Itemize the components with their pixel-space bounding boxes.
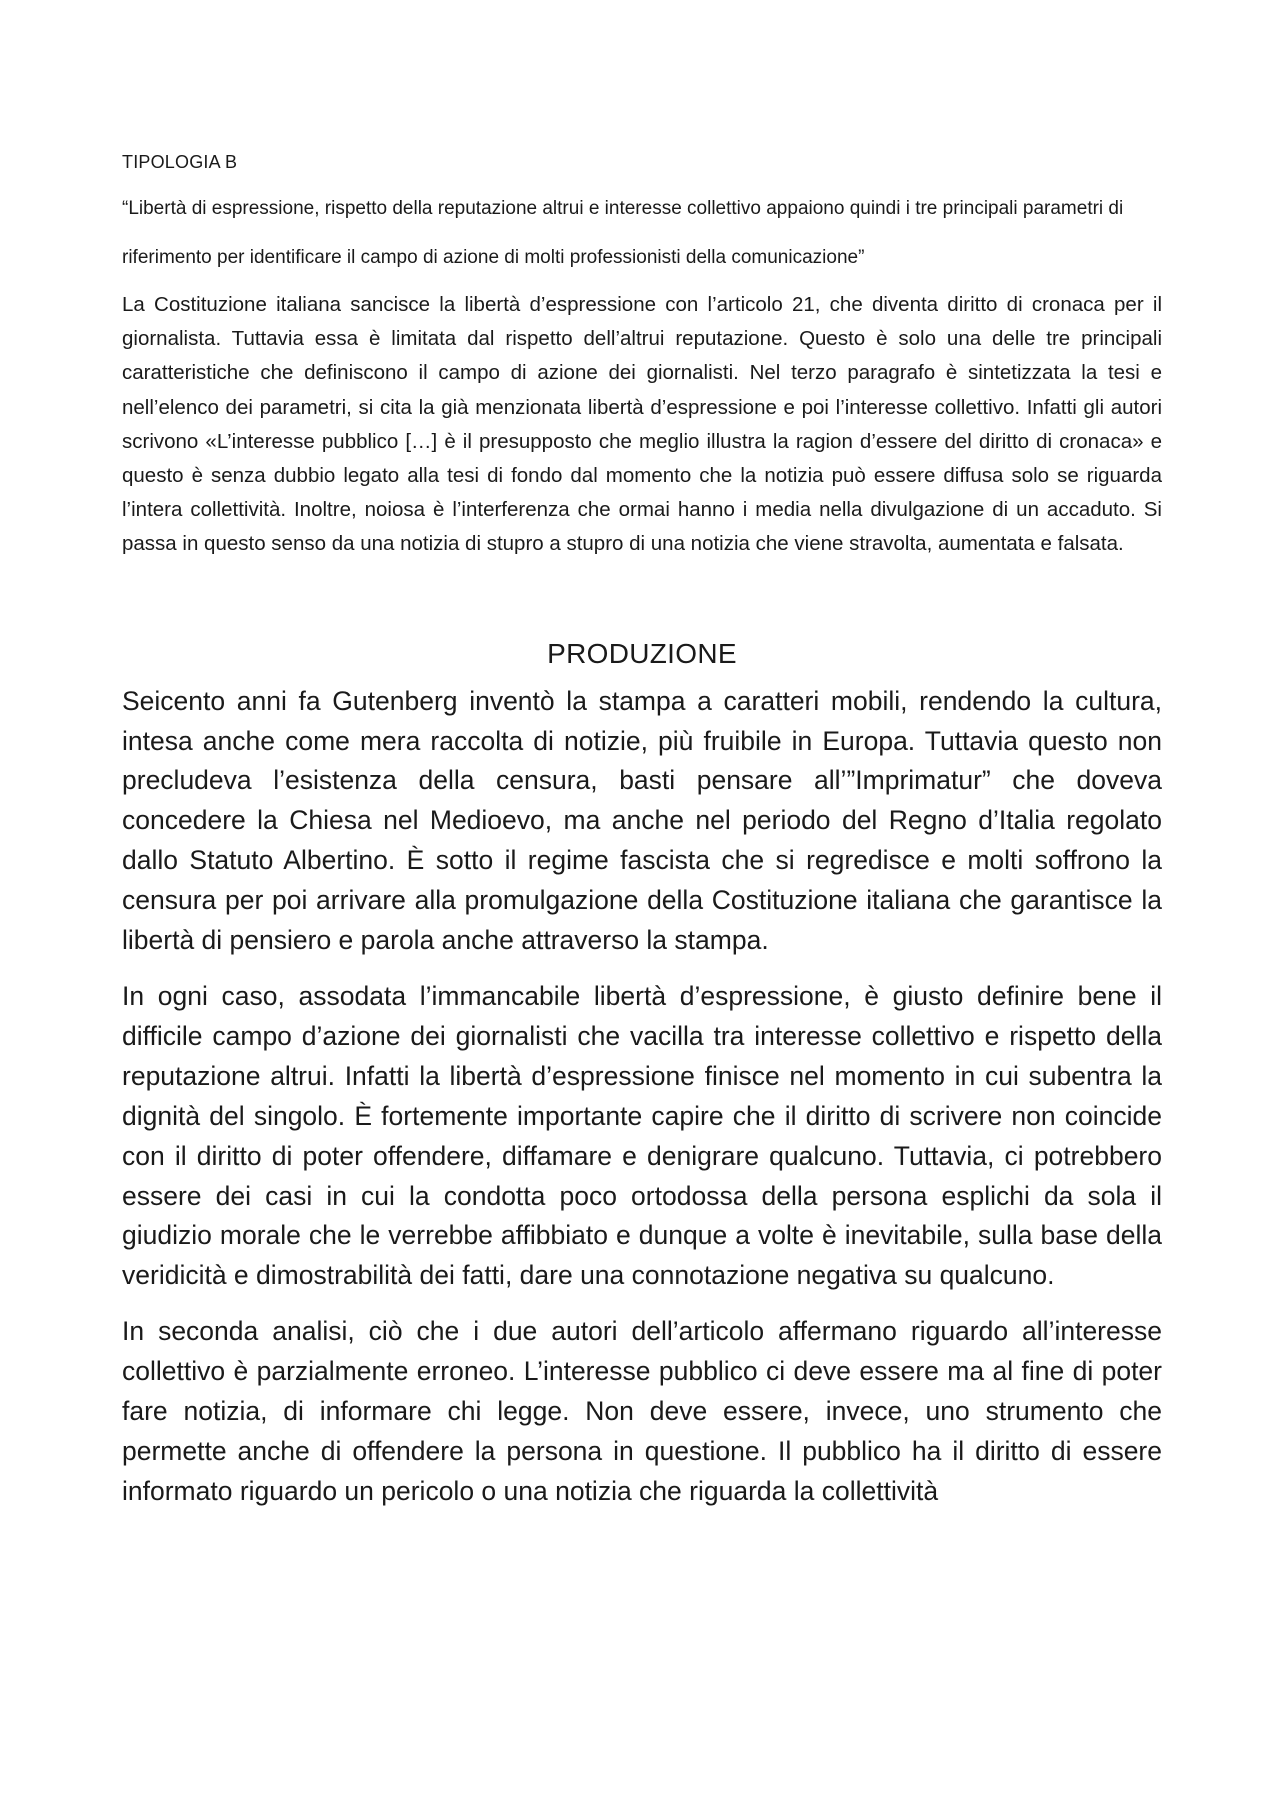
body-paragraph-3: In seconda analisi, ciò che i due autori dell’articolo affermano riguardo all’interesse collettivo è parzialmente erroneo. L’interesse pubblico ci deve essere ma al fine di poter fare notizia, di informare chi legge. Non deve essere, invece, uno strumento che permette anche di offendere la persona in questione. Il pubblico ha il diritto di essere informato riguardo un pericolo o una notizia che riguarda la collettività [122, 1316, 1162, 1506]
document-page [122, 150, 1162, 1528]
section-title: PRODUZIONE [547, 637, 737, 669]
thesis-quote: “Libertà di espressione, rispetto della reputazione altrui e interesse collettivo appaiono quindi i tre principali parametri di riferimento per identificare il campo di azione di molti professionisti della comunicazione” [122, 198, 1124, 268]
body-paragraph-2: In ogni caso, assodata l’immancabile libertà d’espressione, è giusto definire bene il difficile campo d’azione dei giornalisti che vacilla tra interesse collettivo e rispetto della reputazione altrui. Infatti la libertà d’espressione finisce nel momento in cui subentra la dignità del singolo. È fortemente importante capire che il diritto di scrivere non coincide con il diritto di poter offendere, diffamare e denigrare qualcuno. Tuttavia, ci potrebbero essere dei casi in cui la condotta poco ortodossa della persona esplichi da sola il giudizio morale che le verrebbe affibbiato e dunque a volte è inevitabile, sulla base della veridicità e dimostrabilità dei fatti, dare una connotazione negativa su qualcuno. [122, 980, 1162, 1291]
type-label: TIPOLOGIA B [122, 152, 238, 172]
summary-paragraph: La Costituzione italiana sancisce la libertà d’espressione con l’articolo 21, che diventa diritto di cronaca per il giornalista. Tuttavia essa è limitata dal rispetto dell’altrui reputazione. Questo è solo una delle tre principali caratteristiche che definiscono il campo di azione dei giornalisti. Nel terzo paragrafo è sintetizzata la tesi e nell’elenco dei parametri, si cita la già menzionata libertà d’espressione e poi l’interesse collettivo. Infatti gli autori scrivono «L’interesse pubblico […] è il presupposto che meglio illustra la ragion d’essere del diritto di cronaca» e questo è senza dubbio legato alla tesi di fondo dal momento che la notizia può essere diffusa solo se riguarda l’intera collettività. Inoltre, noiosa è l’interferenza che ormai hanno i media nella divulgazione di un accaduto. Si passa in questo senso da una notizia di stupro a stupro di una notizia che viene stravolta, aumentata e falsata. [122, 293, 1162, 556]
body-paragraph-1: Seicento anni fa Gutenberg inventò la stampa a caratteri mobili, rendendo la cultura, intesa anche come mera raccolta di notizie, più fruibile in Europa. Tuttavia questo non precludeva l’esistenza della censura, basti pensare all’”Imprimatur” che doveva concedere la Chiesa nel Medioevo, ma anche nel periodo del Regno d’Italia regolato dallo Statuto Albertino. È sotto il regime fascista che si regredisce e molti soffrono la censura per poi arrivare alla promulgazione della Costituzione italiana che garantisce la libertà di pensiero e parola anche attraverso la stampa. [122, 685, 1162, 956]
